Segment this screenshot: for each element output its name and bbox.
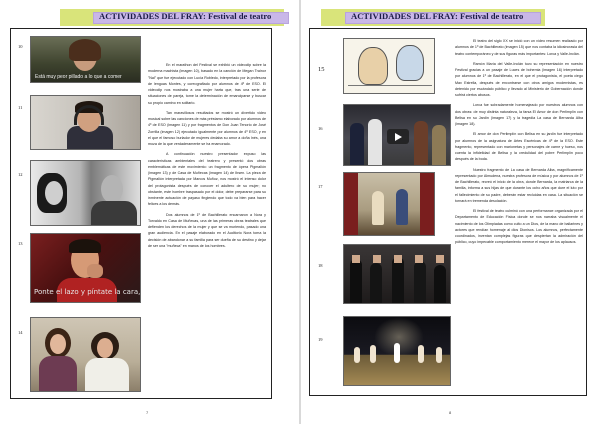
paragraph: En el marathon del Festival se exhibió un videoclip sobre la moderna machista (imagen 10), basado en la canción de Megan Trainor "Nal" que fue ejecutado con Lucía Robledo, interpretado por la profesora de lenguas Montes, y coreografiado por alumnos de 4º de ESO. El videoclip nos mostraba a una mujer harta que, tras una serie de situaciones de pareja, tome la determinación de emanciparse y buscar su propio camino en solitario. [148, 63, 266, 105]
page-number: 7 [146, 410, 149, 415]
cartoon-ground [348, 85, 432, 86]
photo-13-pagliacci [30, 233, 141, 303]
actress [434, 265, 446, 304]
boy-hand [87, 264, 103, 278]
actor [368, 119, 382, 166]
photo-14-casa-de-munecas [30, 317, 141, 392]
photo-16-luces-de-bohemia [343, 104, 451, 166]
banner-title: ACTIVIDADES DEL FRAY: Festival de teatro [351, 11, 524, 21]
paragraph: A continuación nuestro presentador expuso las características ambientales del teatrero y presentó dos obras emblemáticas de este movimiento: un fragmento de ópera Pigmalión (imagen 13) y de Casa de Muñecas (imagen 14) de Ibsen. La pieza de Pigmalión interpretada por Marcos Muñoz, nos mostró el intenso dolor del protagonista después de conocer el adultero de su mujer; no obstante, este hombre traspasado por el dolor, debe prepararse para su inminente actuación de payaso fingiendo que todo va bien para hacer felices a los demás. [148, 152, 266, 207]
stage-curtain [420, 173, 434, 236]
girl-hair [69, 39, 101, 61]
left-page [0, 0, 299, 424]
photo-17-perlimplin [343, 172, 435, 236]
woman-right-body [85, 358, 129, 392]
stage-curtain [344, 173, 358, 236]
right-page [301, 0, 600, 424]
actress [370, 263, 382, 304]
person-right-body [91, 201, 137, 226]
paragraph: Dos alumnos de 1º de Bachillerato encarnaron a Nora y Torvaldo en Casa de Muñecas, una de las primeras obras teatrales que defienden los derechos de la mujer y que se va muriendo, pasado una gran audiencia. En el pasaje elaborado en el Auditorio Nora toma la decisión de abandonar a su familia para ser dueña de su destino y dejar de ser una "muñeca" en manos de los hombres. [148, 212, 266, 248]
puppet-figure [372, 191, 384, 225]
actor [414, 121, 428, 166]
photo-number: 14 [18, 330, 23, 335]
paragraph: Ramón María del Valle-Inclán tuvo su representación en nuestro Festival gracias a un pasaje de Luces de bohemia (imagen 16) interpretado por alumnos de 1º de Bachillerato, en el que el protagonista, el poeta ciego Max Estrella, después de encontrarse con otros amigos modernistas, es detenido por escándalo público y llevado al Ministerio de Gobernación donde sufrirá ciertos abusos. [455, 61, 583, 97]
actress [392, 257, 404, 304]
actor [432, 125, 446, 166]
photo-19-olympics-performance [343, 316, 451, 386]
photo-12-don-juan-bw [30, 160, 141, 226]
photo-caption: Está muy peor pillado a lo que a comer [35, 74, 122, 80]
photo-number: 13 [18, 241, 23, 246]
photo-number: 15 [318, 66, 325, 73]
photo-10-videoclip-girl [30, 36, 141, 83]
right-banner [321, 9, 551, 26]
woman-right-face [97, 338, 113, 358]
cartoon-figure [396, 45, 424, 81]
photo-11-boy-headphones [30, 95, 141, 150]
paragraph: Nuestro fragmento de La casa de Bernarda Alba, magníficamente representado por Almudena, nuestra profesora de música y por alumnos de 1º de Bachillerato, recreó el inicio de la obra, donde Bernarda, la matriarca de la familia, informa a sus hijas de que durante los ocho años que dure el luto por el fallecimiento de su padre, deberán estar recluidas en casa. La situación se tornará en tremenda desolación. [455, 167, 583, 203]
person-left-face [45, 181, 63, 205]
photo-18-bernarda-alba [343, 244, 451, 304]
dancer [436, 347, 442, 363]
actress [350, 259, 362, 304]
actress [414, 261, 426, 304]
photo-number: 12 [18, 172, 23, 177]
left-text-column [148, 62, 266, 253]
dancer [418, 345, 424, 363]
photo-15-cartoon-video [343, 38, 435, 94]
dancer [370, 345, 376, 363]
cartoon-figure [358, 47, 388, 85]
woman-left-body [39, 356, 77, 392]
faces-row [352, 255, 446, 263]
woman-left-face [50, 334, 66, 354]
page-number: 8 [449, 410, 452, 415]
photo-number: 17 [318, 184, 323, 189]
photo-caption: Ponte el lazo y píntate la cara, [34, 288, 141, 296]
photo-number: 18 [318, 263, 323, 268]
right-text-column [455, 38, 583, 250]
dancer [354, 347, 360, 363]
photo-number: 10 [18, 44, 23, 49]
paragraph: El amor de don Perlimplín con Belisa en su jardín fue interpretado por alumnos de la asignatura de Artes Escénicas de 4º de la ESO. Este fragmento, representado con marionetas y personajes de carne y hueso, nos cuenta la infidelidad de Belisa y la credulidad del pobre Perlimplín poco después de la boda. [455, 132, 583, 162]
paragraph: Lorca fue sobradamente homenajeado por nuestros alumnos con dos obras: de muy distinta naturaleza, la farsa El Amor de don Perlimplín con Belisa en su Jardín (imagen 17) y la tragedia La casa de Bernarda Alba (imagen 18). [455, 103, 583, 126]
actor [350, 123, 364, 166]
video-play-button[interactable] [387, 129, 409, 144]
left-banner [60, 9, 290, 26]
paragraph: Tan maravillosos resultados se mostró un divertido video musical sobre las canciones de más préstamo elaborado por alumnos de 4º de ESO (imagen 11) y por fragmentos de Don Juan Tenorio de José Zorrilla (imagen 12) ejecutado igualmente por alumnos de 4º ESO, y en el que el famoso burlador de mujeres dedaba su amor a doña Inés, una moza de la que verdaderamente se ha enamorado. [148, 110, 266, 146]
photo-number: 19 [318, 337, 323, 342]
puppet-figure [396, 189, 408, 225]
paragraph: El festival de teatro culminó con una performance organizada por el Departamento de Educación Física donde se nos narraba visualmente el nacimiento de los Olimpiadas como culto a un Dios, de la mano de bailarines y actores que rendían homenaje al dios Dionisos. Los alumnos, perfectamente coordinados, inventan complejas figuras que despiertan la admiración del público, cuyo impecable comportamiento merece el mayor de los aplausos. [455, 209, 583, 245]
paragraph: El teatro del siglo XX se inició con un vídeo resumen realizado por alumnos de 1º de Bachillerato (imagen 15) que nos contaba la idiosincrasia del teatro contemporáneo y de sus figuras más importantes: Lorca y Valle-Inclán. [455, 39, 583, 56]
boy-hair [69, 239, 101, 253]
banner-title: ACTIVIDADES DEL FRAY: Festival de teatro [99, 11, 272, 21]
person-right-face [101, 175, 123, 203]
photo-number: 16 [318, 126, 323, 131]
photo-number: 11 [18, 105, 23, 110]
dancer [394, 343, 400, 363]
